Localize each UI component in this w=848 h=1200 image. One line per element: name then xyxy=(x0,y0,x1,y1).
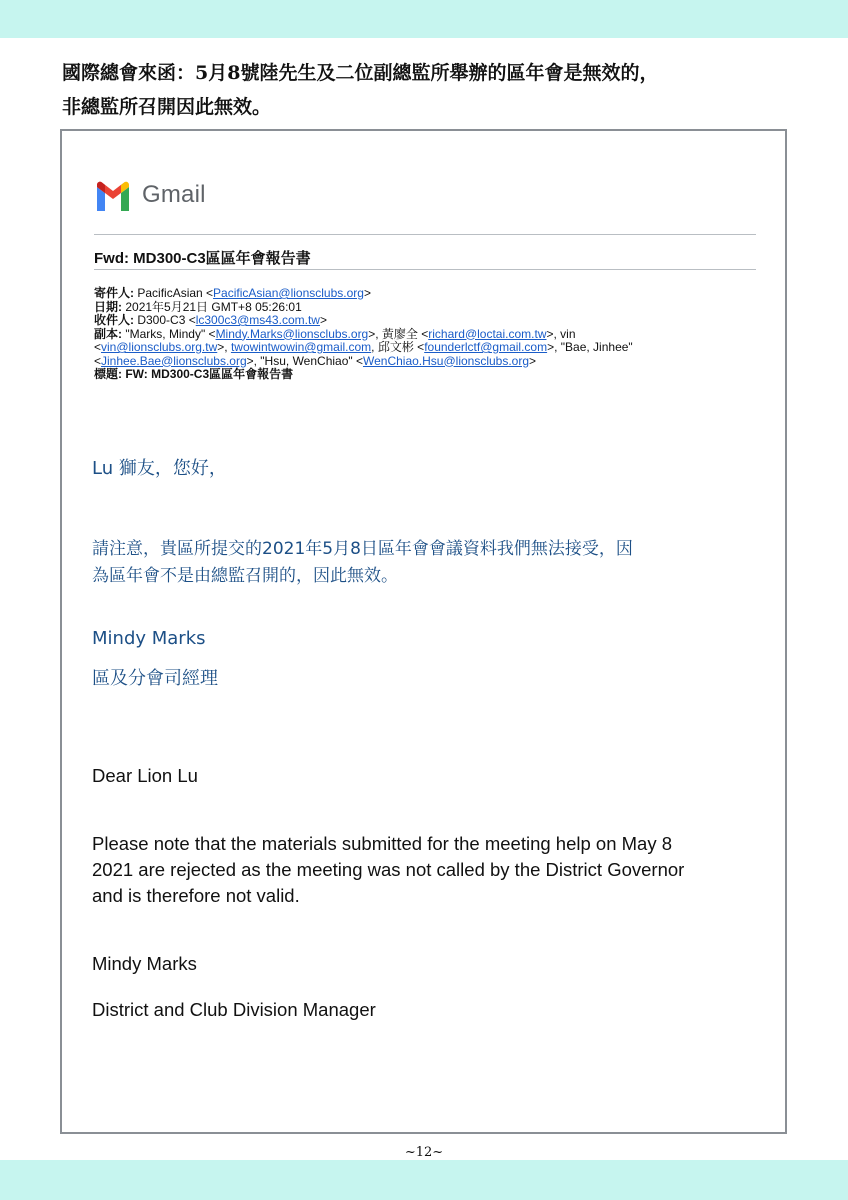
divider xyxy=(94,269,756,270)
cc-1-email-link[interactable]: Mindy.Marks@lionsclubs.org xyxy=(215,326,369,341)
en-paragraph-line-2: 2021 are rejected as the meeting was not called by the District Governor xyxy=(92,859,685,880)
cc-end: > xyxy=(529,353,537,368)
from-label: 寄件人: xyxy=(94,286,134,300)
cc-6-email-link[interactable]: Jinhee.Bae@lionsclubs.org xyxy=(101,353,247,368)
subject-label: 標題: xyxy=(94,367,122,381)
zh-paragraph xyxy=(92,536,772,590)
cc-3-email-link[interactable]: vin@lionsclubs.org.tw xyxy=(101,340,218,354)
header-cc-row-3 xyxy=(94,355,754,369)
date-value: 2021年5月21日 GMT+8 05:26:01 xyxy=(125,299,302,314)
email-subject: Fwd: MD300-C3區區年會報告書 xyxy=(94,250,311,267)
top-band xyxy=(0,0,848,38)
cc-line3-start: < xyxy=(94,353,102,368)
page-heading xyxy=(62,56,792,124)
cc-2-email-link[interactable]: richard@loctai.com.tw xyxy=(428,326,547,341)
cc-7-name: >, "Hsu, WenChiao" < xyxy=(246,353,363,368)
email-screenshot-frame xyxy=(60,129,787,1134)
gmail-brand-text: Gmail xyxy=(142,181,206,208)
to-end: > xyxy=(319,313,327,327)
en-signature-name: Mindy Marks xyxy=(92,953,197,974)
zh-signature-title: 區及分會司經理 xyxy=(92,668,218,689)
zh-paragraph-line-1: 請注意，貴區所提交的2021年5月8日區年會會議資料我們無法接受，因 xyxy=(92,539,633,559)
en-greeting: Dear Lion Lu xyxy=(92,765,198,786)
cc-5-email-link[interactable]: founderlctf@gmail.com xyxy=(424,340,548,354)
cc-7-email-link[interactable]: WenChiao.Hsu@lionsclubs.org xyxy=(362,353,530,368)
heading-line-1: 國際總會來函：5月8號陸先生及二位副總監所舉辦的區年會是無效的， xyxy=(62,62,659,84)
en-paragraph-line-3: and is therefore not valid. xyxy=(92,885,300,906)
cc-label: 副本: xyxy=(94,326,122,341)
header-cc-row-2 xyxy=(94,341,754,355)
cc-6-name: >, "Bae, Jinhee" xyxy=(547,340,633,354)
cc-line2-start: < xyxy=(94,340,102,354)
subject-value: FW: MD300-C3區區年會報告書 xyxy=(125,367,294,381)
zh-paragraph-line-2: 為區年會不是由總監召開的，因此無效。 xyxy=(92,566,398,586)
cc-5-name: , 邱文彬 < xyxy=(371,340,425,354)
page-number: ~12~ xyxy=(404,1145,444,1160)
header-from-row xyxy=(94,287,754,301)
to-label: 收件人: xyxy=(94,313,134,327)
cc-1-name: "Marks, Mindy" < xyxy=(125,326,216,341)
cc-4-email-link[interactable]: twowintwowin@gmail.com xyxy=(230,340,372,354)
gmail-m-icon xyxy=(94,181,132,211)
zh-greeting: Lu 獅友，您好， xyxy=(92,458,227,479)
divider xyxy=(94,234,756,235)
cc-3-name: >, vin xyxy=(546,326,576,341)
from-end: > xyxy=(363,286,371,300)
header-date-row xyxy=(94,301,754,315)
header-cc-row xyxy=(94,328,754,342)
from-name: PacificAsian < xyxy=(137,286,214,300)
en-paragraph-line-1: Please note that the materials submitted for the meeting help on May 8 xyxy=(92,833,672,854)
en-paragraph xyxy=(92,831,772,909)
header-subject-row xyxy=(94,368,754,382)
header-to-row xyxy=(94,314,754,328)
cc-2-name: >, 黃廖全 < xyxy=(368,326,429,341)
zh-signature-name: Mindy Marks xyxy=(92,628,206,649)
heading-line-2: 非總監所召開因此無效。 xyxy=(62,96,272,118)
from-email-link[interactable]: PacificAsian@lionsclubs.org xyxy=(213,286,364,300)
date-label: 日期: xyxy=(94,299,122,314)
en-signature-title: District and Club Division Manager xyxy=(92,999,376,1020)
bottom-band xyxy=(0,1160,848,1200)
cc-4-sep: >, xyxy=(217,340,231,354)
email-headers xyxy=(94,287,754,382)
to-name: D300-C3 < xyxy=(137,313,196,327)
to-email-link[interactable]: lc300c3@ms43.com.tw xyxy=(195,313,320,327)
